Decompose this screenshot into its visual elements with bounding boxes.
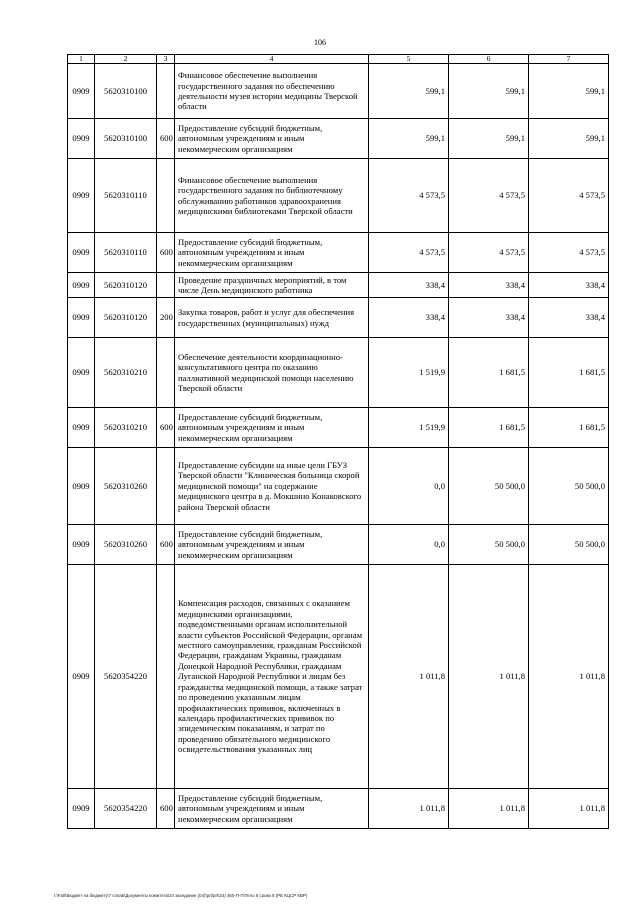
amount-col7-cell: 338,4 <box>529 273 609 298</box>
amount-col6-cell: 4 573,5 <box>449 233 529 273</box>
amount-col5-cell: 0,0 <box>369 448 449 525</box>
expense-type-cell: 200 <box>157 298 175 338</box>
amount-col6-cell: 50 500,0 <box>449 525 529 565</box>
column-header-6: 6 <box>449 55 529 64</box>
item-name-cell: Закупка товаров, работ и услуг для обеспечения государственных (муниципальных) нужд <box>175 298 369 338</box>
footer-file-path: I:\Fa0\Бюджет на бюджету\7 сплав\Документы комитета\24 заседание (04)\prt\prt\24) 460-П-П\Тело 5 сроки 8 (РЕ КЦСР КВР) <box>54 893 308 898</box>
table-row <box>68 119 609 159</box>
column-header-3: 3 <box>157 55 175 64</box>
table-row <box>68 565 609 789</box>
amount-col6-cell: 50 500,0 <box>449 448 529 525</box>
table-row <box>68 159 609 233</box>
amount-col6-cell: 1 681,5 <box>449 338 529 408</box>
section-code-cell: 0909 <box>68 448 95 525</box>
amount-col5-cell: 1 011,8 <box>369 789 449 829</box>
expense-type-cell: 600 <box>157 233 175 273</box>
amount-col6-cell: 599,1 <box>449 119 529 159</box>
amount-col5-cell: 338,4 <box>369 298 449 338</box>
amount-col7-cell: 1 681,5 <box>529 408 609 448</box>
expense-type-cell <box>157 273 175 298</box>
amount-col7-cell: 1 011,8 <box>529 565 609 789</box>
amount-col6-cell: 1 681,5 <box>449 408 529 448</box>
section-code-cell: 0909 <box>68 64 95 119</box>
amount-col5-cell: 4 573,5 <box>369 233 449 273</box>
section-code-cell: 0909 <box>68 119 95 159</box>
target-code-cell: 5620310120 <box>95 298 157 338</box>
section-code-cell: 0909 <box>68 273 95 298</box>
expense-type-cell: 600 <box>157 119 175 159</box>
column-header-5: 5 <box>369 55 449 64</box>
amount-col6-cell: 338,4 <box>449 273 529 298</box>
column-header-2: 2 <box>95 55 157 64</box>
target-code-cell: 5620310260 <box>95 448 157 525</box>
amount-col6-cell: 599,1 <box>449 64 529 119</box>
item-name-cell: Предоставление субсидий бюджетным, автономным учреждениям и иным некоммерческим организациям <box>175 525 369 565</box>
budget-table <box>67 54 609 829</box>
table-row <box>68 64 609 119</box>
header-row <box>68 55 609 64</box>
amount-col6-cell: 338,4 <box>449 298 529 338</box>
table-row <box>68 525 609 565</box>
section-code-cell: 0909 <box>68 338 95 408</box>
amount-col7-cell: 338,4 <box>529 298 609 338</box>
item-name-cell: Предоставление субсидии на иные цели ГБУЗ Тверской области "Клиническая больница скорой медицинской помощи" на содержание медицинского центра в д. Мокшино Конаковского района Тверской области <box>175 448 369 525</box>
table-row <box>68 298 609 338</box>
amount-col5-cell: 1 519,9 <box>369 338 449 408</box>
section-code-cell: 0909 <box>68 298 95 338</box>
amount-col5-cell: 1 519,9 <box>369 408 449 448</box>
target-code-cell: 5620310100 <box>95 119 157 159</box>
section-code-cell: 0909 <box>68 233 95 273</box>
amount-col7-cell: 599,1 <box>529 119 609 159</box>
section-code-cell: 0909 <box>68 525 95 565</box>
amount-col6-cell: 1 011,8 <box>449 789 529 829</box>
target-code-cell: 5620354220 <box>95 565 157 789</box>
section-code-cell: 0909 <box>68 565 95 789</box>
amount-col7-cell: 4 573,5 <box>529 233 609 273</box>
item-name-cell: Проведение праздничных мероприятий, в том числе День медицинского работника <box>175 273 369 298</box>
amount-col5-cell: 338,4 <box>369 273 449 298</box>
item-name-cell: Обеспечение деятельности координационно-консультативного центра по оказанию паллиативной медицинской помощи населению Тверской области <box>175 338 369 408</box>
page-number: 106 <box>314 38 326 47</box>
target-code-cell: 5620310110 <box>95 233 157 273</box>
column-header-4: 4 <box>175 55 369 64</box>
item-name-cell: Компенсация расходов, связанных с оказанием медицинскими организациями, подведомственными органам исполнительной власти субъектов Российской Федерации, органам местного самоуправления, гражданам Российской Федерации, гражданам Украины, гражданам Донецкой Народной Республики, гражданам Луганской Народной Республики и лицам без гражданства медицинской помощи, а также затрат по проведению указанным лицам профилактических прививок, включенных в календарь профилактических прививок по эпидемическим показаниям, и затрат по проведению обязательного медицинского освидетельствования указанных лиц <box>175 565 369 789</box>
amount-col5-cell: 1 011,8 <box>369 565 449 789</box>
section-code-cell: 0909 <box>68 159 95 233</box>
amount-col7-cell: 599,1 <box>529 64 609 119</box>
target-code-cell: 5620354220 <box>95 789 157 829</box>
table-row <box>68 448 609 525</box>
column-header-1: 1 <box>68 55 95 64</box>
target-code-cell: 5620310260 <box>95 525 157 565</box>
amount-col5-cell: 4 573,5 <box>369 159 449 233</box>
amount-col7-cell: 1 011,8 <box>529 789 609 829</box>
amount-col6-cell: 4 573,5 <box>449 159 529 233</box>
column-header-7: 7 <box>529 55 609 64</box>
amount-col5-cell: 0,0 <box>369 525 449 565</box>
item-name-cell: Предоставление субсидий бюджетным, автономным учреждениям и иным некоммерческим организациям <box>175 789 369 829</box>
amount-col7-cell: 50 500,0 <box>529 448 609 525</box>
target-code-cell: 5620310210 <box>95 338 157 408</box>
amount-col5-cell: 599,1 <box>369 64 449 119</box>
target-code-cell: 5620310120 <box>95 273 157 298</box>
table-row <box>68 273 609 298</box>
amount-col7-cell: 4 573,5 <box>529 159 609 233</box>
expense-type-cell <box>157 565 175 789</box>
item-name-cell: Финансовое обеспечение выполнения государственного задания по библиотечному обслуживанию работников здравоохранения медицинскими библиотеками Тверской области <box>175 159 369 233</box>
amount-col6-cell: 1 011,8 <box>449 565 529 789</box>
expense-type-cell <box>157 448 175 525</box>
target-code-cell: 5620310110 <box>95 159 157 233</box>
item-name-cell: Предоставление субсидий бюджетным, автономным учреждениям и иным некоммерческим организациям <box>175 233 369 273</box>
target-code-cell: 5620310100 <box>95 64 157 119</box>
section-code-cell: 0909 <box>68 408 95 448</box>
expense-type-cell <box>157 159 175 233</box>
expense-type-cell: 600 <box>157 525 175 565</box>
section-code-cell: 0909 <box>68 789 95 829</box>
expense-type-cell: 600 <box>157 789 175 829</box>
item-name-cell: Предоставление субсидий бюджетным, автономным учреждениям и иным некоммерческим организациям <box>175 119 369 159</box>
item-name-cell: Предоставление субсидий бюджетным, автономным учреждениям и иным некоммерческим организациям <box>175 408 369 448</box>
target-code-cell: 5620310210 <box>95 408 157 448</box>
expense-type-cell <box>157 338 175 408</box>
expense-type-cell: 600 <box>157 408 175 448</box>
item-name-cell: Финансовое обеспечение выполнения государственного задания по обеспечению деятельности музея истории медицины Тверской области <box>175 64 369 119</box>
table-row <box>68 408 609 448</box>
expense-type-cell <box>157 64 175 119</box>
table-row <box>68 233 609 273</box>
table-row <box>68 789 609 829</box>
amount-col5-cell: 599,1 <box>369 119 449 159</box>
amount-col7-cell: 1 681,5 <box>529 338 609 408</box>
table-row <box>68 338 609 408</box>
amount-col7-cell: 50 500,0 <box>529 525 609 565</box>
